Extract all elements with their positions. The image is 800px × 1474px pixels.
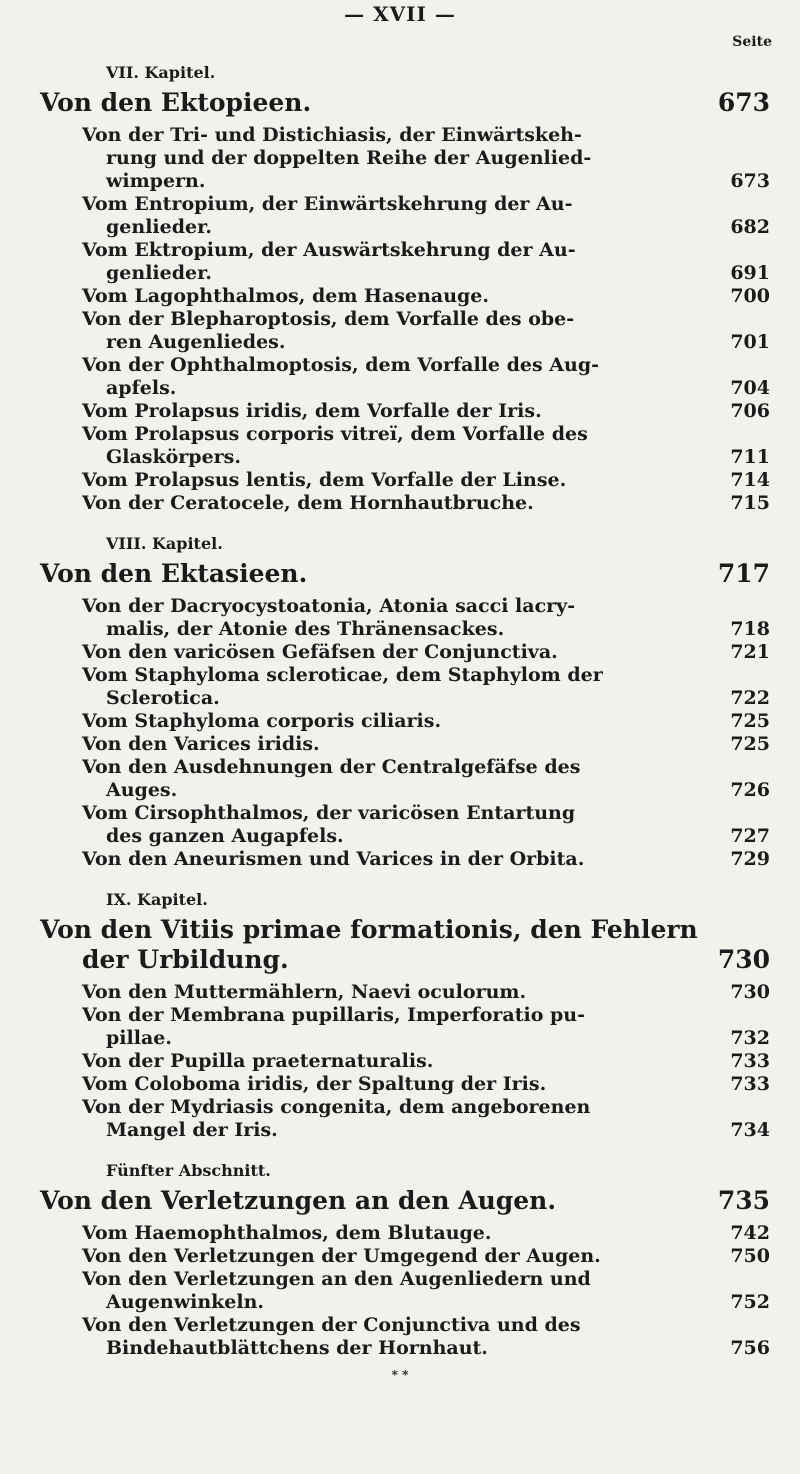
entry-list	[0, 981, 800, 1142]
toc-entry	[82, 1050, 770, 1073]
entry-text-line: Glaskörpers.	[106, 446, 241, 468]
entry-text-line: ren Augenliedes.	[106, 331, 286, 353]
entry-page-number: 718	[730, 618, 770, 640]
entry-text-line: Sclerotica.	[106, 687, 220, 709]
entry-text-line: Vom Prolapsus iridis, dem Vorfalle der Iris.	[82, 400, 542, 422]
section-title	[40, 88, 770, 118]
toc-section	[0, 1160, 800, 1360]
entry-text-line: Vom Cirsophthalmos, der varicösen Entartung	[82, 802, 576, 824]
toc-entry	[82, 664, 770, 710]
signature-mark: * *	[391, 1368, 409, 1382]
entry-page-number: 756	[730, 1337, 770, 1359]
chapter-label: VII. Kapitel.	[106, 63, 216, 82]
entry-page-number: 673	[730, 170, 770, 192]
entry-text-line: Von den varicösen Gefäfsen der Conjunctiva.	[82, 641, 558, 663]
entry-page-number: 733	[730, 1073, 770, 1095]
entry-text-line: Bindehautblättchens der Hornhaut.	[106, 1337, 488, 1359]
section-page-number: 673	[717, 88, 770, 117]
toc-entry	[82, 756, 770, 802]
entry-page-number: 701	[730, 331, 770, 353]
toc-entry	[82, 354, 770, 400]
running-head: — XVII —	[344, 2, 456, 26]
section-title	[40, 559, 770, 589]
entry-page-number: 742	[730, 1222, 770, 1244]
entry-page-number: 727	[730, 825, 770, 847]
toc-entry	[82, 1004, 770, 1050]
entry-page-number: 732	[730, 1027, 770, 1049]
entry-page-number: 725	[730, 710, 770, 732]
entry-list	[0, 595, 800, 871]
entry-page-number: 714	[730, 469, 770, 491]
chapter-label: IX. Kapitel.	[106, 890, 208, 909]
entry-text-line: Augenwinkeln.	[106, 1291, 265, 1313]
entry-text-line: des ganzen Augapfels.	[106, 825, 344, 847]
entry-list	[0, 124, 800, 515]
entry-text-line: Von der Ophthalmoptosis, dem Vorfalle des Aug-	[82, 354, 600, 376]
entry-text-line: Auges.	[106, 779, 178, 801]
toc-entry	[82, 239, 770, 285]
toc-entry	[82, 285, 770, 308]
toc-entry	[82, 124, 770, 193]
section-title-line: der Urbildung.	[82, 945, 289, 974]
entry-text-line: Von den Varices iridis.	[82, 733, 320, 755]
toc-entry	[82, 641, 770, 664]
entry-text-line: Von der Tri- und Distichiasis, der Einwärtskeh-	[82, 124, 582, 146]
toc-entry	[82, 400, 770, 423]
table-of-contents	[0, 62, 800, 1378]
section-title-line: Von den Ektasieen.	[40, 559, 308, 588]
entry-text-line: pillae.	[106, 1027, 172, 1049]
entry-page-number: 752	[730, 1291, 770, 1313]
entry-text-line: Vom Staphyloma corporis ciliaris.	[82, 710, 442, 732]
toc-entry	[82, 308, 770, 354]
entry-text-line: malis, der Atonie des Thränensackes.	[106, 618, 505, 640]
toc-entry	[82, 1268, 770, 1314]
entry-text-line: Vom Coloboma iridis, der Spaltung der Iris.	[82, 1073, 547, 1095]
toc-entry	[82, 802, 770, 848]
entry-page-number: 725	[730, 733, 770, 755]
entry-page-number: 726	[730, 779, 770, 801]
entry-page-number: 700	[730, 285, 770, 307]
page-column-label: Seite	[732, 34, 772, 50]
entry-text-line: Von der Ceratocele, dem Hornhautbruche.	[82, 492, 534, 514]
entry-text-line: Vom Prolapsus lentis, dem Vorfalle der Linse.	[82, 469, 567, 491]
entry-text-line: Von den Verletzungen der Umgegend der Augen.	[82, 1245, 601, 1267]
chapter-label: VIII. Kapitel.	[106, 534, 223, 553]
entry-page-number: 730	[730, 981, 770, 1003]
toc-entry	[82, 469, 770, 492]
entry-list	[0, 1222, 800, 1360]
toc-entry	[82, 848, 770, 871]
entry-text-line: rung und der doppelten Reihe der Augenlied-	[106, 147, 592, 169]
toc-entry	[82, 710, 770, 733]
toc-entry	[82, 193, 770, 239]
entry-page-number: 733	[730, 1050, 770, 1072]
entry-text-line: Vom Haemophthalmos, dem Blutauge.	[82, 1222, 492, 1244]
toc-entry	[82, 1096, 770, 1142]
entry-text-line: Von den Verletzungen an den Augenliedern und	[82, 1268, 591, 1290]
entry-text-line: Vom Ektropium, der Auswärtskehrung der Au-	[82, 239, 576, 261]
toc-entry	[82, 733, 770, 756]
toc-entry	[82, 1245, 770, 1268]
entry-page-number: 750	[730, 1245, 770, 1267]
section-page-number: 730	[717, 945, 770, 974]
entry-text-line: Vom Lagophthalmos, dem Hasenauge.	[82, 285, 490, 307]
entry-page-number: 715	[730, 492, 770, 514]
entry-text-line: Von der Blepharoptosis, dem Vorfalle des obe-	[82, 308, 575, 330]
entry-page-number: 706	[730, 400, 770, 422]
entry-text-line: Vom Staphyloma scleroticae, dem Staphylom der	[82, 664, 603, 686]
toc-entry	[82, 423, 770, 469]
entry-page-number: 734	[730, 1119, 770, 1141]
toc-entry	[82, 1314, 770, 1360]
chapter-label: Fünfter Abschnitt.	[106, 1161, 271, 1180]
entry-page-number: 721	[730, 641, 770, 663]
entry-text-line: Von der Mydriasis congenita, dem angeborenen	[82, 1096, 591, 1118]
toc-entry	[82, 981, 770, 1004]
section-title-line: Von den Ektopieen.	[40, 88, 312, 117]
section-title	[40, 915, 770, 975]
entry-text-line: Von der Pupilla praeternaturalis.	[82, 1050, 434, 1072]
entry-text-line: apfels.	[106, 377, 177, 399]
entry-page-number: 691	[730, 262, 770, 284]
entry-text-line: Mangel der Iris.	[106, 1119, 278, 1141]
entry-text-line: Von den Verletzungen der Conjunctiva und des	[82, 1314, 581, 1336]
entry-text-line: Von den Ausdehnungen der Centralgefäfse des	[82, 756, 581, 778]
toc-entry	[82, 1222, 770, 1245]
entry-text-line: Von der Membrana pupillaris, Imperforatio pu-	[82, 1004, 585, 1026]
entry-page-number: 682	[730, 216, 770, 238]
entry-text-line: wimpern.	[106, 170, 206, 192]
entry-text-line: Von der Dacryocystoatonia, Atonia sacci lacry-	[82, 595, 576, 617]
entry-text-line: genlieder.	[106, 216, 212, 238]
entry-text-line: genlieder.	[106, 262, 212, 284]
toc-entry	[82, 1073, 770, 1096]
section-title	[40, 1186, 770, 1216]
toc-entry	[82, 595, 770, 641]
entry-text-line: Von den Aneurismen und Varices in der Orbita.	[82, 848, 585, 870]
entry-text-line: Von den Muttermählern, Naevi oculorum.	[82, 981, 527, 1003]
section-title-line: Von den Verletzungen an den Augen.	[40, 1186, 557, 1215]
entry-page-number: 711	[730, 446, 770, 468]
toc-section	[0, 62, 800, 515]
toc-entry	[82, 492, 770, 515]
section-page-number: 735	[717, 1186, 770, 1215]
toc-section	[0, 533, 800, 871]
entry-page-number: 722	[730, 687, 770, 709]
toc-section	[0, 889, 800, 1142]
entry-page-number: 704	[730, 377, 770, 399]
section-title-line: Von den Vitiis primae formationis, den Fehlern	[40, 915, 698, 944]
entry-text-line: Vom Prolapsus corporis vitreï, dem Vorfalle des	[82, 423, 588, 445]
section-page-number: 717	[717, 559, 770, 588]
entry-page-number: 729	[730, 848, 770, 870]
entry-text-line: Vom Entropium, der Einwärtskehrung der Au-	[82, 193, 573, 215]
